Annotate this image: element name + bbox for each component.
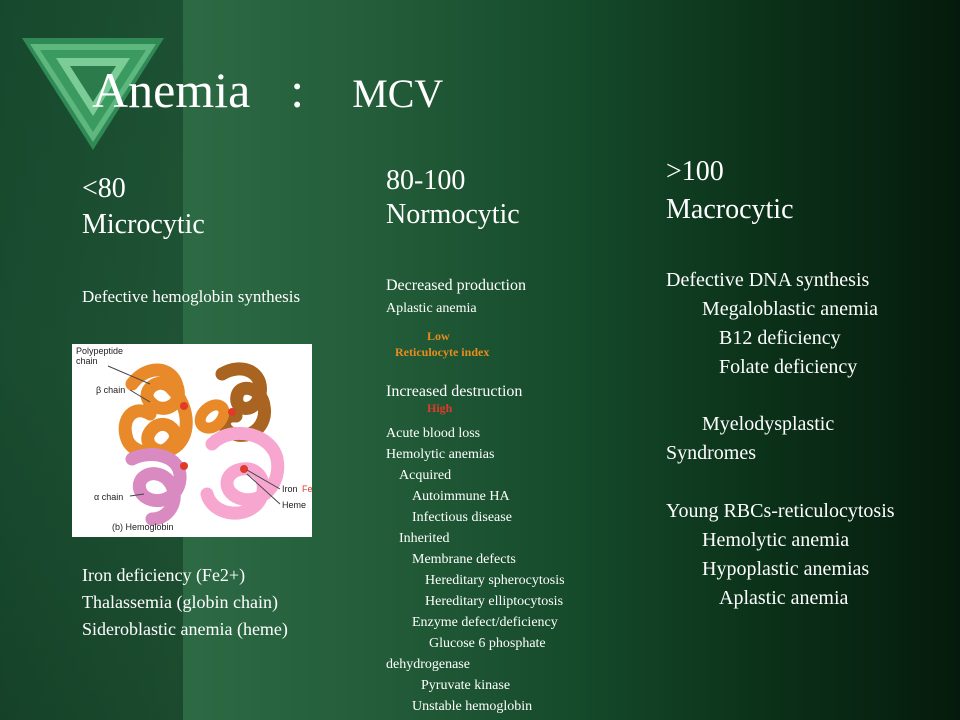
macro-item: Hypoplastic anemias (702, 558, 870, 580)
normo-item: Inherited (399, 531, 450, 546)
normo-item: Hereditary elliptocytosis (425, 594, 564, 609)
normo-item: Infectious disease (412, 510, 512, 525)
title-sub: MCV (352, 71, 444, 116)
macro-item: Syndromes (666, 442, 756, 464)
normo-low: Low (427, 329, 450, 343)
macro-item: Myelodysplastic (702, 413, 835, 435)
normo-item: Acquired (399, 468, 452, 483)
normo-retic: Reticulocyte index (395, 345, 490, 359)
micro-cause: Sideroblastic anemia (heme) (82, 619, 288, 639)
page-title (92, 60, 443, 124)
micro-range: <80 (82, 173, 126, 204)
micro-subtitle: Defective hemoglobin synthesis (82, 287, 301, 306)
figure-caption: (b) Hemoglobin (112, 522, 174, 532)
normo-item: dehydrogenase (386, 657, 470, 672)
normo-item: Acute blood loss (386, 426, 481, 441)
figure-iron-label: Iron (282, 484, 298, 494)
macro-item: Folate deficiency (719, 356, 858, 378)
macro-item: Megaloblastic anemia (702, 298, 879, 320)
macro-item: Young RBCs-reticulocytosis (666, 500, 895, 522)
normo-item: Unstable hemoglobin (412, 699, 533, 714)
normo-item: Membrane defects (412, 552, 516, 567)
micro-cause: Thalassemia (globin chain) (82, 592, 278, 612)
normo-decreased: Decreased production (386, 277, 526, 294)
macro-item: Defective DNA synthesis (666, 269, 870, 291)
macro-item: Aplastic anemia (719, 587, 849, 609)
hemoglobin-figure (72, 344, 312, 537)
title-separator: : (290, 62, 305, 118)
normo-item: Pyruvate kinase (421, 678, 511, 693)
micro-label: Microcytic (82, 209, 205, 240)
normo-aplastic: Aplastic anemia (386, 301, 477, 316)
figure-fe-label: Fe (302, 484, 312, 494)
macro-label: Macrocytic (666, 194, 794, 225)
macro-item: B12 deficiency (719, 327, 841, 349)
normo-item: Autoimmune HA (412, 489, 510, 504)
macro-item: Hemolytic anemia (702, 529, 850, 551)
normo-item: Hereditary spherocytosis (425, 573, 565, 588)
normo-item: Enzyme defect/deficiency (412, 615, 558, 630)
normo-high: High (427, 401, 453, 415)
normo-item: Glucose 6 phosphate (429, 636, 546, 651)
figure-beta-label: β chain (96, 385, 126, 395)
figure-chain-label: chain (76, 356, 98, 366)
normo-item: Hemolytic anemias (386, 447, 495, 462)
title-main: Anemia (92, 62, 251, 118)
normo-increased: Increased destruction (386, 383, 523, 400)
normo-label: Normocytic (386, 199, 520, 230)
micro-cause: Iron deficiency (Fe2+) (82, 565, 246, 585)
macro-range: >100 (666, 156, 724, 187)
figure-alpha-label: α chain (94, 492, 124, 502)
figure-polypeptide-label: Polypeptide (76, 346, 124, 356)
figure-heme-label: Heme (282, 500, 307, 510)
normo-range: 80-100 (386, 165, 466, 196)
